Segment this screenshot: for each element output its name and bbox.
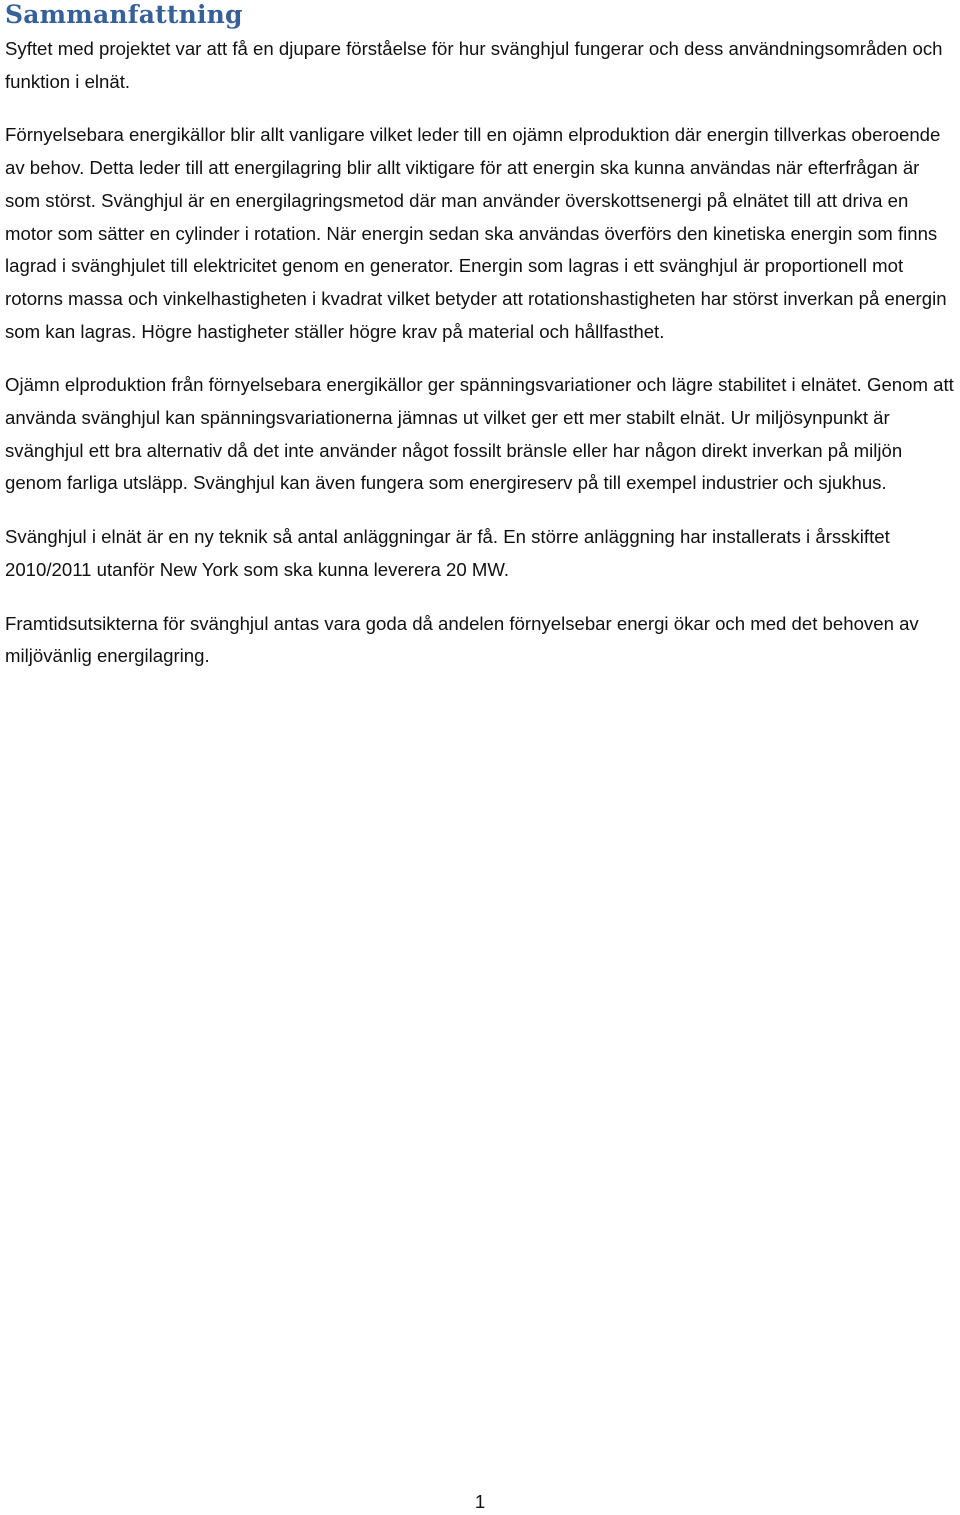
page-number: 1 [474, 1491, 486, 1512]
paragraph-installations: Svänghjul i elnät är en ny teknik så antal anläggningar är få. En större anläggning har installerats i årsskiftet 2010/2011 utanför New York som ska kunna leverera 20 MW. [5, 526, 890, 580]
document-content [5, 0, 957, 673]
paragraph-grid-stability: Ojämn elproduktion från förnyelsebara energikällor ger spänningsvariationer och lägre stabilitet i elnätet. Genom att använda svänghjul kan spänningsvariationerna jämnas ut vilket ger ett mer stabilt elnät. Ur miljösynpunkt är svänghjul ett bra alternativ då det inte använder något fossilt bränsle eller har någon direkt inverkan på miljön genom farliga utsläpp. Svänghjul kan även fungera som energireserv på till exempel industrier och sjukhus. [5, 374, 954, 494]
paragraph-energy-storage: Förnyelsebara energikällor blir allt vanligare vilket leder till en ojämn elproduktion där energin tillverkas oberoende av behov. Detta leder till att energilagring blir allt viktigare för att energin ska kunna användas när efterfrågan är som störst. Svänghjul är en energilagringsmetod där man använder överskottsenergi på elnätet till att driva en motor som sätter en cylinder i rotation. När energin sedan ska användas överförs den kinetiska energin som finns lagrad i svänghjulet till elektricitet genom en generator. Energin som lagras i ett svänghjul är proportionell mot rotorns massa och vinkelhastigheten i kvadrat vilket betyder att rotationshastigheten har störst inverkan på energin som kan lagras. Högre hastigheter ställer högre krav på material och hållfasthet. [5, 124, 947, 342]
paragraph-purpose: Syftet med projektet var att få en djupare förståelse för hur svänghjul fungerar och dess användningsområden och funktion i elnät. [5, 38, 943, 92]
section-heading: Sammanfattning [5, 0, 243, 29]
paragraph-outlook: Framtidsutsikterna för svänghjul antas vara goda då andelen förnyelsebar energi ökar och med det behoven av miljövänlig energilagring. [5, 612, 919, 667]
